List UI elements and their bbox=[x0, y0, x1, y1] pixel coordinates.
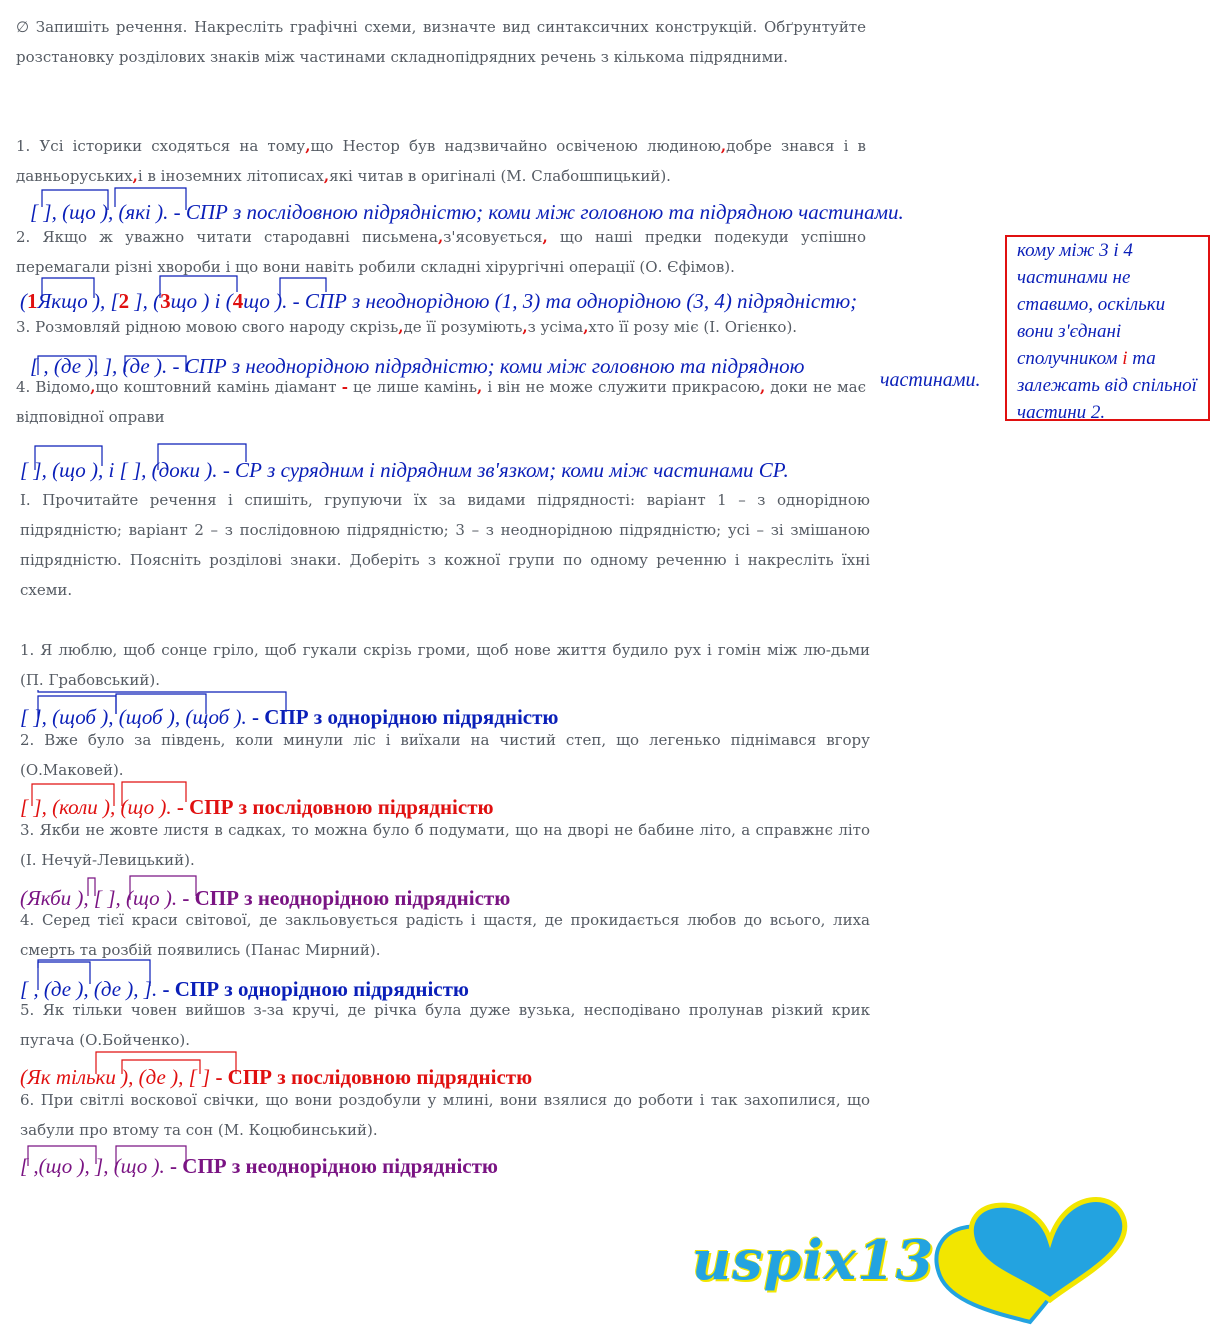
s3-part-c: з усіма bbox=[527, 318, 584, 336]
s4-part-e: доки не має відповідної оправи bbox=[16, 378, 866, 426]
s4-part-a: 4. Відомо bbox=[16, 378, 91, 396]
task1-scheme-2 bbox=[20, 288, 857, 314]
s4-part-c: це лише камінь bbox=[353, 378, 478, 396]
punct-mark: , bbox=[542, 228, 548, 246]
task1-sentence-4 bbox=[16, 372, 866, 432]
s1-part-b: що Нестор був надзвичайно освіченою людиною bbox=[310, 137, 721, 155]
s3-part-b: де її розуміють bbox=[403, 318, 523, 336]
scheme: [ ], (коли ), (що ). bbox=[20, 795, 172, 819]
task2-sentence-6: 6. При світлі воскової свічки, що вони роздобули у млині, вони взялися до роботи і так захопилися, що забули про втому та сон (М. Коцюбинський). bbox=[20, 1091, 870, 1139]
analysis: - СПР з послідовною підрядністю bbox=[215, 1065, 533, 1089]
scheme: [ ,(що ), ], (що ). bbox=[20, 1154, 165, 1178]
scheme: [ ], (щоб ), (щоб ), (щоб ). bbox=[20, 705, 247, 729]
analysis: - СПР з неоднорідною підрядністю bbox=[170, 1154, 498, 1178]
task2-sentence-2: 2. Вже було за південь, коли минули ліс і виїхали на чистий степ, що легенько піднімався вгору (О.Маковей). bbox=[20, 731, 870, 779]
analysis: - СПР з послідовною підрядністю; коми між головною та підрядною частинами. bbox=[173, 200, 904, 224]
punct-mark: , bbox=[305, 137, 311, 155]
punct-mark: , bbox=[759, 378, 766, 396]
task1-intro: ∅ Запишіть речення. Накресліть графічні схеми, визначте вид синтаксичних конструкцій. Обґрунтуйте розстановку розділових знаків між частинами складнопідрядних речень з кількома підрядними. bbox=[16, 18, 866, 66]
scheme: [ ], (що ), (які ). bbox=[30, 200, 169, 224]
analysis: - СПР з неоднорідною (1, 3) та однорідною (3, 4) підрядністю; bbox=[292, 289, 858, 313]
task1-scheme-4 bbox=[20, 457, 789, 483]
scheme: (1Якщо ), [2 ], (3що ) і (4що ). bbox=[20, 289, 288, 313]
analysis: - СПР з однорідною підрядністю bbox=[162, 977, 469, 1001]
s1-part-d: і в іноземних літописах bbox=[137, 167, 324, 185]
analysis: - СПР з неоднорідною підрядністю bbox=[182, 886, 511, 910]
punct-mark: , bbox=[90, 378, 96, 396]
s2-part-c: що наші предки подекуди успішно перемагали різні хвороби і що вони навіть робили складні хірургічні операції (О. Єфімов). bbox=[16, 228, 866, 276]
task1-sentence-2 bbox=[16, 222, 866, 282]
punct-mark: , bbox=[720, 137, 727, 155]
punct-mark: , bbox=[132, 167, 138, 185]
task2-sentence-4: 4. Серед тієї краси світової, де закльовується радість і щастя, де прокидається любов до всього, лиха смерть та розбій появились (Панас Мирний). bbox=[20, 911, 870, 959]
analysis: - СР з сурядним і підрядним зв'язком; коми між частинами СР. bbox=[222, 458, 789, 482]
s4-part-b: що коштовний камінь діамант bbox=[95, 378, 337, 396]
s2-part-b: з'ясовується bbox=[443, 228, 543, 246]
scheme: (Якби ), [ ], (що ). bbox=[20, 886, 178, 910]
punct-mark: , bbox=[583, 318, 589, 336]
analysis: - СПР з неоднорідною підрядністю; коми між головною та підрядною bbox=[172, 354, 805, 378]
s1-part-c: добре знався і в давньоруських bbox=[16, 137, 866, 185]
task2-scheme-6 bbox=[20, 1153, 498, 1179]
scheme: [ , (де ), ], (де ). bbox=[30, 354, 168, 378]
task2-sentence-3: 3. Якби не жовте листя в садках, то можна було б подумати, що на дворі не бабине літо, а справжнє літо (І. Нечуй-Левицький). bbox=[20, 821, 870, 869]
s3-part-d: хто її розу міє (І. Огієнко). bbox=[588, 318, 798, 336]
punct-mark: , bbox=[398, 318, 404, 336]
s4-part-d: і він не може служити прикрасою bbox=[487, 378, 760, 396]
logo-text: uspix13 bbox=[692, 1228, 935, 1292]
task1-sentence-1 bbox=[16, 131, 866, 191]
task1-scheme-3-tail: частинами. bbox=[880, 369, 981, 391]
analysis: - СПР з однорідною підрядністю bbox=[251, 705, 559, 729]
task2-sentence-1: 1. Я люблю, щоб сонце гріло, щоб гукали скрізь громи, щоб нове життя будило рух і гомін між лю-дьми (П. Грабовський). bbox=[20, 641, 870, 689]
s3-part-a: 3. Розмовляй рідною мовою свого народу скрізь bbox=[16, 318, 399, 336]
punct-mark: - bbox=[341, 378, 348, 396]
s1-part-a: 1. Усі історики сходяться на тому bbox=[16, 137, 306, 155]
punct-mark: , bbox=[438, 228, 444, 246]
scheme: [ ], (що ), і [ ], (доки ). bbox=[20, 458, 218, 482]
task2-sentence-5: 5. Як тільки човен вийшов з-за кручі, де річка була дуже вузька, несподівано пролунав різкий крик пугача (О.Бойченко). bbox=[20, 1001, 870, 1049]
scheme: [ , (де ), (де ), ]. bbox=[20, 977, 158, 1001]
punct-mark: , bbox=[522, 318, 528, 336]
s2-part-a: 2. Якщо ж уважно читати стародавні письмена bbox=[16, 228, 438, 246]
s1-part-e: які читав в оригіналі (М. Слабошпицький). bbox=[329, 167, 671, 185]
punct-mark: , bbox=[477, 378, 483, 396]
punct-mark: , bbox=[323, 167, 330, 185]
scheme: (Як тільки ), (де ), [ ] bbox=[20, 1065, 211, 1089]
note-box: кому між 3 і 4 частинами не ставимо, оскільки вони з'єднані сполучником і та залежать від спільної частини 2. bbox=[1005, 235, 1210, 421]
analysis: - СПР з послідовною підрядністю bbox=[176, 795, 494, 819]
task1-sentence-3 bbox=[16, 312, 866, 342]
hearts-logo-icon bbox=[900, 1186, 1140, 1326]
task2-intro: І. Прочитайте речення і спишіть, групуючи їх за видами підрядності: варіант 1 – з однорідною підрядністю; варіант 2 – з послідовною підрядністю; 3 – з неоднорідною підрядністю; усі – зі змішаною підрядністю. Поясніть розділові знаки. Доберіть з кожної групи по одному реченню і накресліть їхні схеми. bbox=[20, 491, 870, 599]
